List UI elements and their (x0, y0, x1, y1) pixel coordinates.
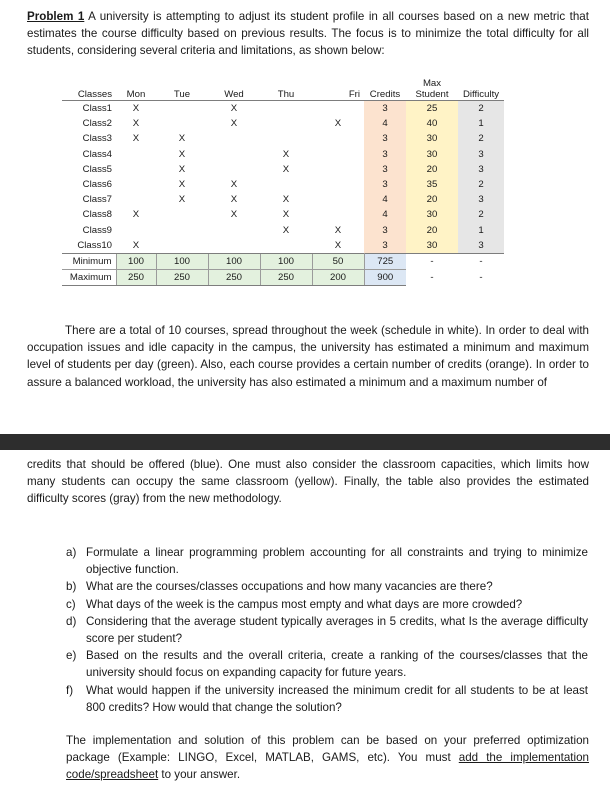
header-tue: Tue (173, 89, 191, 100)
schedule-thu: X (260, 162, 312, 177)
problem-intro-text: A university is attempting to adjust its student profile in all courses based on a new metric that estimates the course difficulty based on previous results. The focus is to minimize the total difficulty for all students, considering several criteria and limitations, as shown below: (27, 10, 589, 58)
class-credits: 3 (364, 101, 406, 117)
schedule-wed: X (208, 207, 260, 222)
header-mon: Mon (126, 89, 146, 100)
header-difficulty: Difficulty (462, 89, 500, 100)
question-label: f) (66, 683, 74, 697)
schedule-fri (312, 207, 364, 222)
question-item (66, 682, 588, 716)
minimum-max-student: - (406, 253, 458, 269)
class-max-student: 35 (406, 177, 458, 192)
schedule-tue (156, 238, 208, 254)
class-row (62, 147, 504, 162)
class-difficulty: 3 (458, 162, 504, 177)
maximum-fri: 200 (312, 270, 364, 286)
schedule-tue: X (156, 177, 208, 192)
maximum-wed: 250 (208, 270, 260, 286)
class-row (62, 101, 504, 117)
class-max-student: 30 (406, 147, 458, 162)
schedule-wed (208, 162, 260, 177)
schedule-thu: X (260, 147, 312, 162)
schedule-mon: X (116, 131, 156, 146)
class-max-student: 25 (406, 101, 458, 117)
schedule-mon: X (116, 238, 156, 254)
class-max-student: 30 (406, 238, 458, 254)
course-data-table (62, 78, 504, 286)
class-credits: 4 (364, 207, 406, 222)
schedule-wed (208, 238, 260, 254)
maximum-label: Maximum (62, 270, 116, 286)
class-credits: 4 (364, 116, 406, 131)
schedule-fri (312, 147, 364, 162)
question-text: Based on the results and the overall criteria, create a ranking of the courses/classes that the university should focus on expanding capacity for future years. (86, 649, 588, 680)
maximum-mon: 250 (116, 270, 156, 286)
class-difficulty: 1 (458, 223, 504, 238)
class-max-student: 40 (406, 116, 458, 131)
class-name: Class2 (82, 118, 112, 130)
header-wed: Wed (224, 89, 244, 100)
minimum-difficulty: - (458, 253, 504, 269)
class-credits: 3 (364, 162, 406, 177)
schedule-fri (312, 101, 364, 117)
schedule-mon (116, 223, 156, 238)
page-divider (0, 434, 610, 450)
schedule-mon: X (116, 116, 156, 131)
class-name: Class4 (82, 148, 112, 160)
class-credits: 3 (364, 177, 406, 192)
question-text: Considering that the average student typically averages in 5 credits, what Is the average difficulty score per student? (86, 614, 588, 646)
class-name: Class1 (62, 101, 116, 117)
schedule-thu (260, 101, 312, 117)
class-max-student: 30 (406, 207, 458, 222)
schedule-fri (312, 162, 364, 177)
class-name: Class8 (82, 209, 112, 221)
question-label: b) (66, 580, 77, 594)
class-name: Class6 (82, 179, 112, 191)
class-difficulty: 2 (458, 131, 504, 146)
maximum-credits: 900 (364, 270, 406, 286)
schedule-thu: X (260, 192, 312, 207)
class-name: Class10 (77, 239, 112, 251)
schedule-wed (208, 147, 260, 162)
schedule-mon (116, 192, 156, 207)
header-max-student (406, 78, 458, 101)
question-text: Formulate a linear programming problem accounting for all constraints and trying to minimize objective function. (86, 546, 588, 577)
table-body (62, 101, 504, 254)
schedule-tue: X (156, 147, 208, 162)
minimum-label: Minimum (62, 253, 116, 269)
closing-tail: to your answer. (161, 768, 241, 782)
schedule-mon (116, 162, 156, 177)
question-item (66, 647, 588, 681)
class-row (62, 238, 504, 254)
schedule-fri: X (312, 238, 364, 254)
class-name: Class9 (82, 224, 112, 236)
paragraph-credits: credits that should be offered (blue). One must also consider the classroom capacities, which limits how many students can occupy the same classroom (yellow). Finally, the table also provides the estimated difficulty scores (gray) from the new methodology. (27, 458, 589, 506)
schedule-mon (116, 177, 156, 192)
minimum-mon: 100 (116, 253, 156, 269)
question-label: e) (66, 649, 77, 663)
schedule-tue (156, 101, 208, 117)
minimum-wed: 100 (208, 253, 260, 269)
question-text: What would happen if the university increased the minimum credit for all students to be at least 800 credits? How would that change the solution? (86, 683, 588, 714)
class-credits: 3 (364, 223, 406, 238)
question-item (66, 544, 588, 578)
schedule-fri: X (312, 223, 364, 238)
class-difficulty: 1 (458, 116, 504, 131)
class-name: Class5 (82, 163, 112, 175)
header-classes: Classes (77, 89, 112, 100)
minimum-thu: 100 (260, 253, 312, 269)
maximum-max-student: - (406, 270, 458, 286)
class-row (62, 131, 504, 146)
table-header-row (62, 78, 504, 101)
question-text: What are the courses/classes occupations and how many vacancies are there? (86, 580, 493, 594)
class-credits: 4 (364, 192, 406, 207)
closing-text: The implementation and solution of this problem can be based on your preferred optimization package (Example: LINGO, Excel, MATLAB, GAMS, etc). You must (66, 734, 589, 765)
header-credits: Credits (369, 89, 401, 100)
schedule-tue (156, 116, 208, 131)
question-text: What days of the week is the campus most empty and what days are more crowded? (86, 597, 523, 611)
question-label: d) (66, 614, 77, 628)
class-difficulty: 2 (458, 177, 504, 192)
schedule-thu (260, 116, 312, 131)
paragraph-schedule: There are a total of 10 courses, spread throughout the week (schedule in white). In order to deal with occupation issues and idle capacity in the campus, the university has estimated a minimum and maximum level of students per day (green). Also, each course provides a certain number of credits (orange). In order to assure a balanced workload, the university has also estimated a minimum and a maximum number of (27, 324, 589, 389)
problem-title: Problem 1 (27, 10, 85, 23)
minimum-credits: 725 (364, 253, 406, 269)
schedule-thu: X (260, 223, 312, 238)
schedule-wed: X (208, 101, 260, 117)
header-max-student-line2: Student (415, 89, 449, 100)
class-row (62, 116, 504, 131)
class-row (62, 177, 504, 192)
schedule-thu (260, 177, 312, 192)
page-bottom (0, 450, 610, 792)
schedule-tue: X (156, 131, 208, 146)
class-credits: 3 (364, 238, 406, 254)
schedule-mon (116, 147, 156, 162)
schedule-thu (260, 131, 312, 146)
header-fri: Fri (348, 89, 360, 100)
schedule-thu (260, 238, 312, 254)
schedule-fri (312, 131, 364, 146)
schedule-wed (208, 223, 260, 238)
question-label: c) (66, 597, 76, 611)
question-list (66, 544, 588, 716)
maximum-row (62, 270, 504, 286)
header-max-student-line1: Max (422, 78, 442, 89)
schedule-tue (156, 223, 208, 238)
class-max-student: 20 (406, 192, 458, 207)
class-row (62, 223, 504, 238)
class-max-student: 20 (406, 162, 458, 177)
header-thu: Thu (277, 89, 295, 100)
schedule-mon: X (116, 101, 156, 117)
minimum-fri: 50 (312, 253, 364, 269)
maximum-difficulty: - (458, 270, 504, 286)
schedule-wed (208, 131, 260, 146)
question-item (66, 578, 588, 595)
problem-intro (27, 8, 589, 60)
class-name: Class7 (82, 194, 112, 206)
schedule-tue (156, 207, 208, 222)
class-row (62, 162, 504, 177)
class-difficulty: 2 (458, 207, 504, 222)
class-credits: 3 (364, 147, 406, 162)
schedule-wed: X (208, 177, 260, 192)
class-row (62, 192, 504, 207)
schedule-tue: X (156, 162, 208, 177)
class-name: Class3 (82, 133, 112, 145)
schedule-mon: X (116, 207, 156, 222)
class-difficulty: 3 (458, 147, 504, 162)
maximum-tue: 250 (156, 270, 208, 286)
question-item (66, 596, 588, 613)
maximum-thu: 250 (260, 270, 312, 286)
schedule-wed: X (208, 192, 260, 207)
closing-paragraph (66, 732, 589, 784)
class-row (62, 207, 504, 222)
class-difficulty: 3 (458, 238, 504, 254)
schedule-fri (312, 192, 364, 207)
class-difficulty: 3 (458, 192, 504, 207)
schedule-tue: X (156, 192, 208, 207)
minimum-row (62, 253, 504, 269)
schedule-fri: X (312, 116, 364, 131)
class-credits: 3 (364, 131, 406, 146)
schedule-thu: X (260, 207, 312, 222)
question-label: a) (66, 546, 77, 559)
question-item (66, 613, 588, 647)
schedule-fri (312, 177, 364, 192)
closing-underlined-text: add the implementation code/spreadsheet (66, 751, 590, 782)
schedule-wed: X (208, 116, 260, 131)
class-difficulty: 2 (458, 101, 504, 117)
class-max-student: 20 (406, 223, 458, 238)
class-max-student: 30 (406, 131, 458, 146)
minimum-tue: 100 (156, 253, 208, 269)
